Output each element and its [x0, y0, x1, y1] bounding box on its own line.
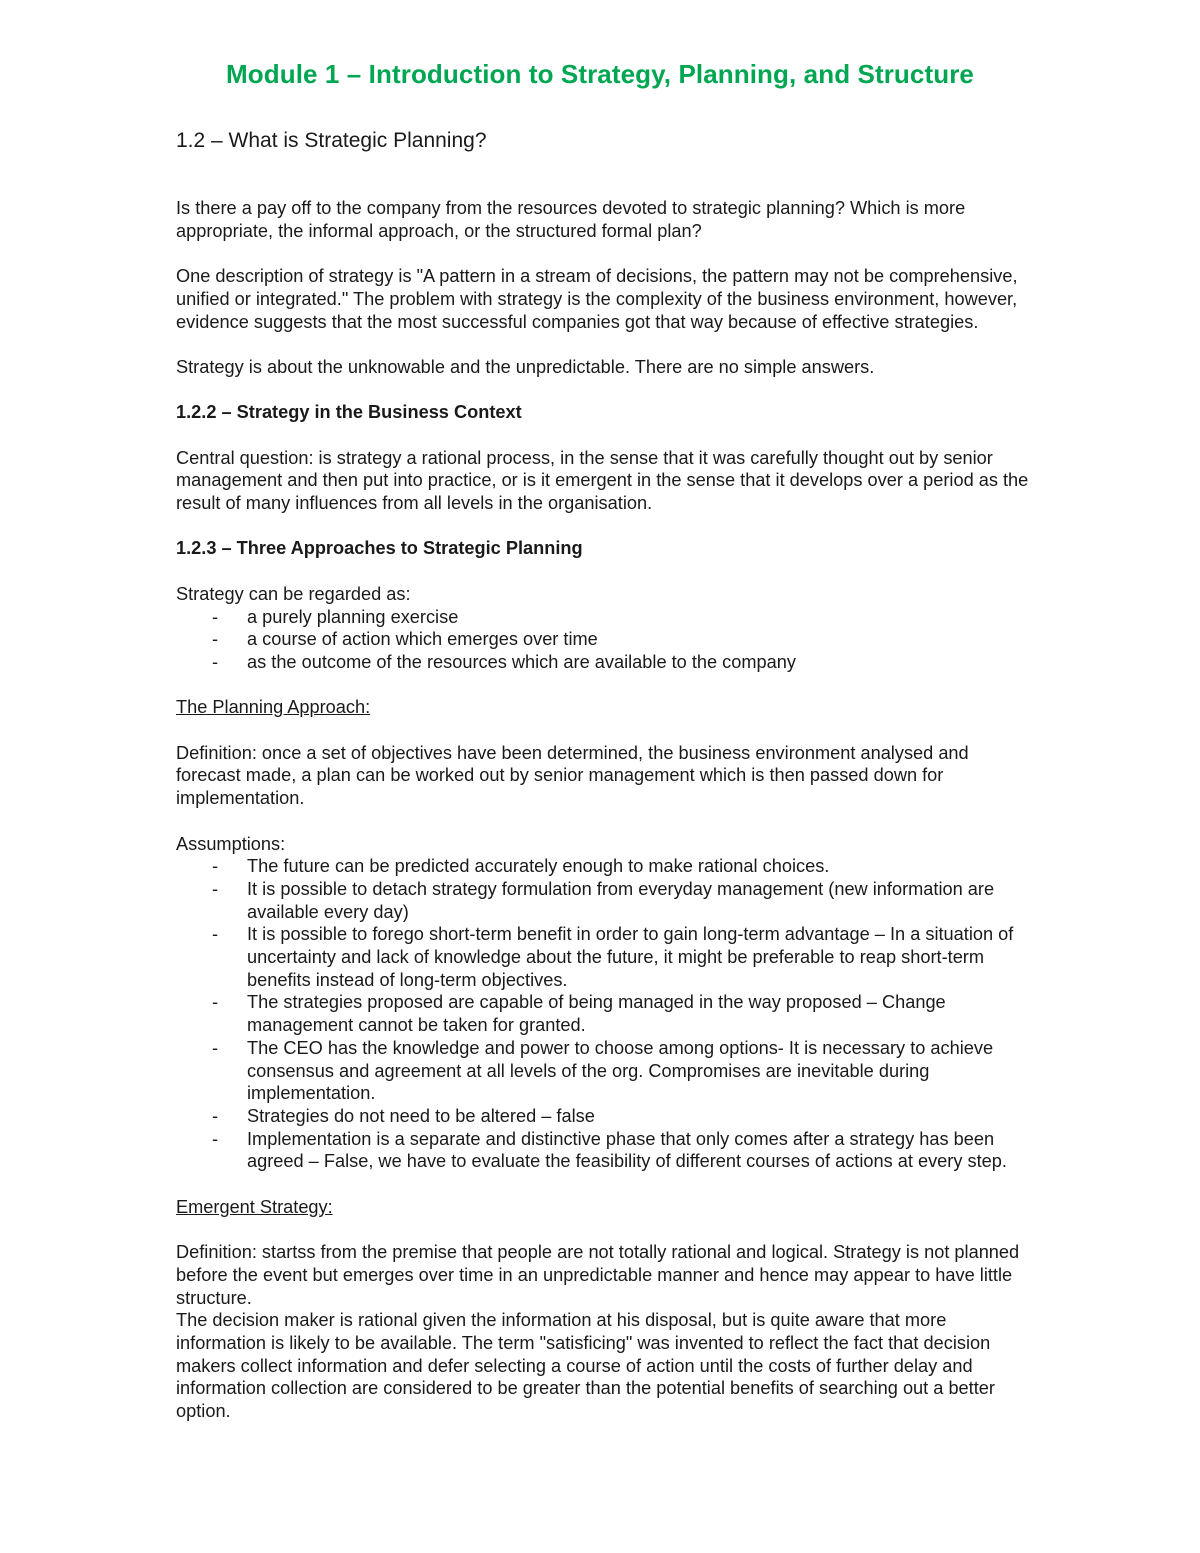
- planning-approach-heading: The Planning Approach:: [176, 697, 371, 718]
- assumptions-label: Assumptions:: [176, 833, 286, 854]
- spacer: [176, 154, 1036, 197]
- intro-paragraph-3: Strategy is about the unknowable and the unpredictable. There are no simple answers.: [176, 356, 875, 377]
- three-approaches-heading: 1.2.3 – Three Approaches to Strategic Planning: [176, 538, 583, 559]
- approaches-list: [176, 606, 1036, 674]
- emergent-strategy-definition: Definition: startss from the premise that people are not totally rational and logical. Strategy is not planned before the event but emerges over time in an unpredictable manner and hence may appear to have little structure.: [176, 1242, 1020, 1308]
- list-item: - a purely planning exercise: [176, 606, 1036, 629]
- list-item: - Implementation is a separate and distinctive phase that only comes after a strategy has been agreed – False, we have to evaluate the feasibility of different courses of actions at every step.: [176, 1128, 1036, 1173]
- assumptions-list: [176, 855, 1036, 1173]
- emergent-strategy-paragraph-2: The decision maker is rational given the information at his disposal, but is quite aware that more information is likely to be available. The term "satisficing" was invented to reflect the fact that decision makers collect information and defer selecting a course of action until the costs of further delay and information collection are considered to be greater than the potential benefits of searching out a better option.: [176, 1310, 995, 1422]
- business-context-heading: 1.2.2 – Strategy in the Business Context: [176, 402, 522, 423]
- emergent-strategy-heading: Emergent Strategy:: [176, 1196, 333, 1217]
- document-page: [176, 50, 1036, 1423]
- three-approaches-lead: Strategy can be regarded as:: [176, 583, 411, 604]
- document-title: Module 1 – Introduction to Strategy, Planning, and Structure: [225, 59, 974, 89]
- list-item: - It is possible to detach strategy formulation from everyday management (new information are available every day): [176, 878, 1036, 923]
- list-item: - a course of action which emerges over time: [176, 628, 1036, 651]
- intro-paragraph-1: Is there a pay off to the company from the resources devoted to strategic planning? Which is more appropriate, the informal approach, or the structured formal plan?: [176, 198, 966, 241]
- business-context-text: Central question: is strategy a rational process, in the sense that it was carefully thought out by senior management and then put into practice, or is it emergent in the sense that it develops over a period as the result of many influences from all levels in the organisation.: [176, 447, 1029, 514]
- list-item: - as the outcome of the resources which are available to the company: [176, 651, 1036, 674]
- planning-approach-definition: Definition: once a set of objectives have been determined, the business environment analysed and forecast made, a plan can be worked out by senior management which is then passed down for implementation.: [176, 742, 969, 809]
- section-heading: 1.2 – What is Strategic Planning?: [176, 129, 487, 152]
- list-item: - Strategies do not need to be altered – false: [176, 1105, 1036, 1128]
- list-item: - The strategies proposed are capable of being managed in the way proposed – Change management cannot be taken for granted.: [176, 991, 1036, 1036]
- intro-paragraph-2: One description of strategy is "A pattern in a stream of decisions, the pattern may not be comprehensive, unified or integrated." The problem with strategy is the complexity of the business environment, however, evidence suggests that the most successful companies got that way because of effective strategies.: [176, 266, 1018, 332]
- list-item: - The CEO has the knowledge and power to choose among options- It is necessary to achieve consensus and agreement at all levels of the org. Compromises are inevitable during implementation.: [176, 1037, 1036, 1105]
- list-item: - The future can be predicted accurately enough to make rational choices.: [176, 855, 1036, 878]
- list-item: - It is possible to forego short-term benefit in order to gain long-term advantage – In a situation of uncertainty and lack of knowledge about the future, it might be preferable to reap short-term benefits instead of long-term objectives.: [176, 923, 1036, 991]
